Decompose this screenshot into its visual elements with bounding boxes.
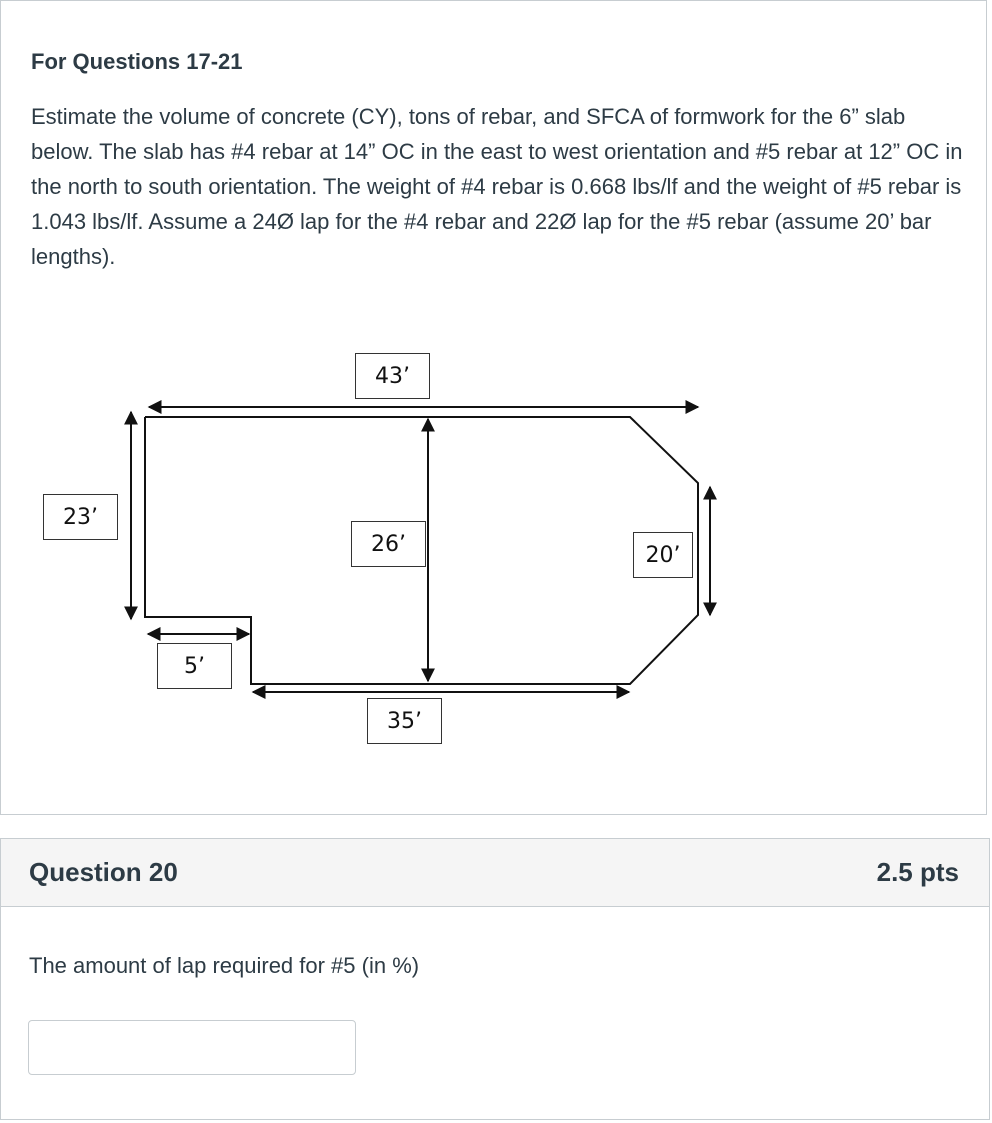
- dim-label-left: 23’: [43, 494, 118, 540]
- question-header: [1, 839, 989, 907]
- dim-label-bottom: 35’: [367, 698, 442, 744]
- dim-label-center: 26’: [351, 521, 426, 567]
- question-title: Question 20: [29, 857, 178, 887]
- dim-label-top: 43’: [355, 353, 430, 399]
- question-group-text: Estimate the volume of concrete (CY), tons of rebar, and SFCA of formwork for the 6” slab below. The slab has #4 rebar at 14” OC in the east to west orientation and #5 rebar at 12” OC in the north to south orientation. The weight of #4 rebar is 0.668 lbs/lf and the weight of #5 rebar is 1.043 lbs/lf. Assume a 24Ø lap for the #4 rebar and 22Ø lap for the #5 rebar (assume 20’ bar lengths).: [31, 104, 963, 269]
- question-prompt: The amount of lap required for #5 (in %): [29, 953, 420, 978]
- slab-plan-diagram: [1, 1, 988, 816]
- question-points: 2.5 pts: [876, 857, 959, 887]
- question-card: [0, 838, 990, 1120]
- dim-label-notch: 5’: [157, 643, 232, 689]
- answer-input[interactable]: [28, 1020, 356, 1075]
- question-group-title: For Questions 17-21: [31, 49, 243, 74]
- dim-label-right: 20’: [633, 532, 693, 578]
